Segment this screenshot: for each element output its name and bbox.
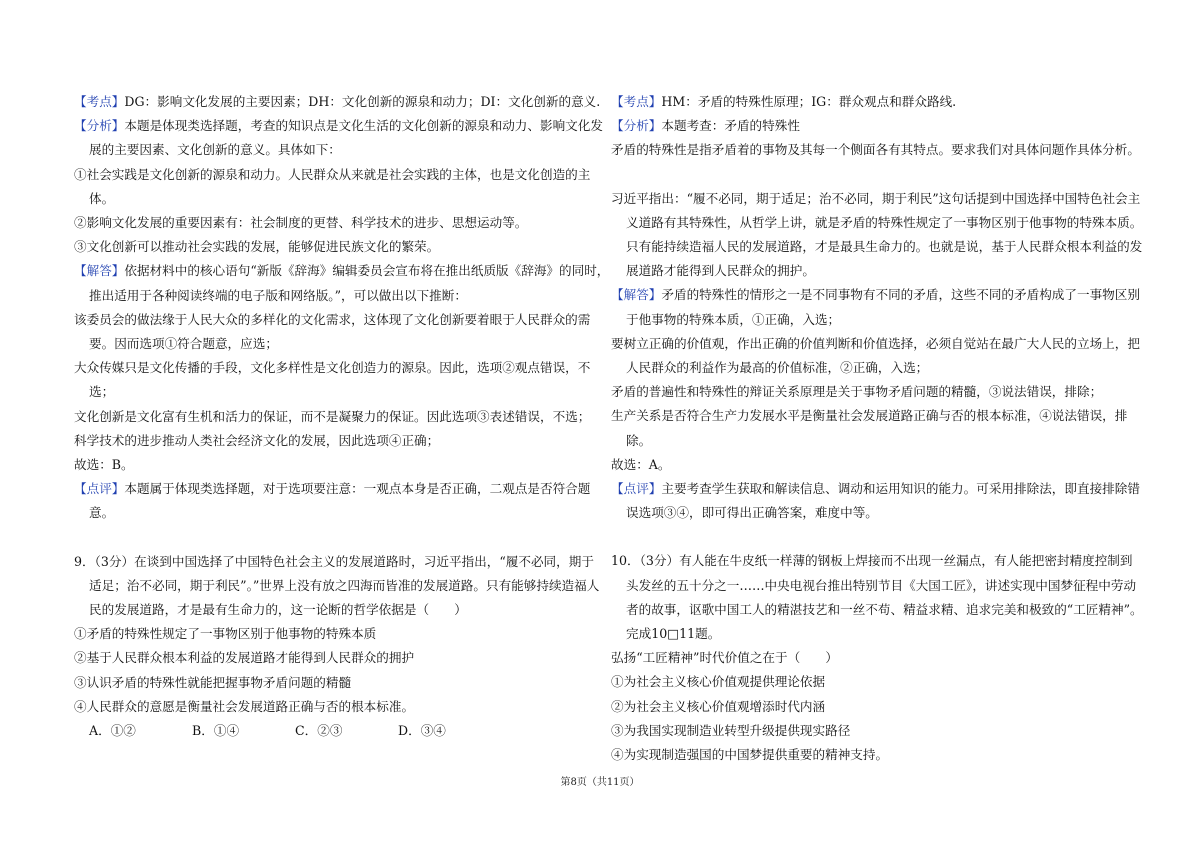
left-column <box>74 90 610 743</box>
jieda-line <box>74 259 610 283</box>
option-a: A．①② <box>89 723 136 739</box>
question-10-prompt: 弘扬“工匠精神”时代价值之在于（ ） <box>611 650 838 666</box>
text-line: ③文化创新可以推动社会实践的发展，能够促进民族文化的繁荣。 <box>74 239 440 255</box>
text-line: 该委员会的做法缘于人民大众的多样化的文化需求，这体现了文化创新要着眼于人民群众的需 <box>74 311 591 327</box>
text-line: 义道路有其特殊性，从哲学上讲，就是矛盾的特殊性规定了一事物区别于他事物的特殊本质。 <box>626 214 1143 230</box>
text-line: 矛盾的特殊性是指矛盾着的事物及其每一个侧面各有其特点。要求我们对具体问题作具体分析。 <box>611 142 1140 158</box>
text-line: 大众传媒只是文化传播的手段，文化多样性是文化创造力的源泉。因此，选项②观点错误，不 <box>74 360 591 376</box>
text-line: 只有能持续造福人民的发展道路，才是最具生命力的。也就是说，基于人民群众根本利益的发 <box>626 239 1143 255</box>
jieda-text: 矛盾的特殊性的情形之一是不同事物有不同的矛盾，这些不同的矛盾构成了一事物区别 <box>661 287 1140 303</box>
fenxi-line <box>74 114 603 138</box>
question-9-item: ①矛盾的特殊性规定了一事物区别于他事物的特殊本质 <box>74 626 377 642</box>
question-10-item: ②为社会主义核心价值观增添时代内涵 <box>611 698 826 714</box>
question-9-item: ④人民群众的意愿是衡量社会发展道路正确与否的根本标准。 <box>74 698 415 714</box>
text-line: 生产关系是否符合生产力发展水平是衡量社会发展道路正确与否的根本标准，④说法错误，排 <box>611 408 1128 424</box>
kaodian-tag: 【考点】 <box>611 94 662 109</box>
kaodian-tag: 【考点】 <box>74 94 125 109</box>
text-line: 习近平指出：“履不必同，期于适足；治不必同，期于利民”这句话提到中国选择中国特色社会主 <box>611 190 1141 206</box>
question-10-stem: 头发丝的五十分之一……中央电视台推出特别节目《大国工匠》，讲述实现中国梦征程中劳动 <box>626 577 1137 593</box>
spacer <box>611 163 1131 187</box>
question-10-item: ③为我国实现制造业转型升级提供现实路径 <box>611 722 851 738</box>
question-10-stem: 者的故事，讴歌中国工人的精湛技艺和一丝不苟、精益求精、追求完美和极致的“工匠精神”。 <box>626 601 1143 617</box>
fenxi-tag: 【分析】 <box>611 118 662 134</box>
right-column <box>611 90 1143 767</box>
question-10-stem: 完成10□11题。 <box>626 626 721 642</box>
dianping-tag: 【点评】 <box>611 481 662 497</box>
kaodian-line <box>74 90 601 114</box>
fenxi-text: 本题是体现类选择题，考查的知识点是文化生活的文化创新的源泉和动力、影响文化发 <box>124 118 603 134</box>
text-line: 选； <box>89 384 115 400</box>
answer-line: 故选：A。 <box>611 456 671 472</box>
text-line: 矛盾的普遍性和特殊性的辩证关系原理是关于事物矛盾问题的精髓，③说法错误，排除； <box>611 384 1103 400</box>
dianping-text: 本题属于体现类选择题，对于选项要注意：一观点本身是否正确，二观点是否符合题 <box>124 481 591 497</box>
jieda-line <box>611 283 1140 307</box>
spacer <box>611 525 1131 549</box>
question-9-item: ②基于人民群众根本利益的发展道路才能得到人民群众的拥护 <box>74 650 415 666</box>
kaodian-text: DG：影响文化发展的主要因素；DH：文化创新的源泉和动力；DI：文化创新的意义. <box>124 94 601 109</box>
text-line: 体。 <box>89 190 115 206</box>
text-line: 展道路才能得到人民群众的拥护。 <box>626 263 815 279</box>
text-line: 文化创新是文化富有生机和活力的保证，而不是凝聚力的保证。因此选项③表述错误，不选； <box>74 408 591 424</box>
option-d: D．③④ <box>398 723 446 739</box>
question-9-stem: 适足；治不必同，期于利民”。”世界上没有放之四海而皆准的发展道路。只有能够持续造福人 <box>89 577 600 593</box>
dianping-tag: 【点评】 <box>74 481 125 497</box>
question-10-item: ④为实现制造强国的中国梦提供重要的精神支持。 <box>611 747 889 763</box>
dianping-line <box>74 477 594 501</box>
question-9-options <box>74 719 594 743</box>
fenxi-text: 本题考查：矛盾的特殊性 <box>661 118 800 134</box>
text-line: 意。 <box>89 505 115 521</box>
spacer <box>74 526 594 550</box>
question-9-item: ③认识矛盾的特殊性就能把握事物矛盾问题的精髓 <box>74 674 352 690</box>
text-line: 于他事物的特殊本质，①正确，入选； <box>626 311 841 327</box>
question-9-stem: 民的发展道路，才是最有生命力的，这一论断的哲学依据是（ ） <box>89 602 467 618</box>
text-line: 展的主要因素、文化创新的意义。具体如下： <box>89 142 341 158</box>
kaodian-text: HM：矛盾的特殊性原理；IG：群众观点和群众路线. <box>661 94 957 109</box>
text-line: 要树立正确的价值观，作出正确的价值判断和价值选择，必须自觉站在最广大人民的立场上，把 <box>611 335 1140 351</box>
text-line: 推出适用于各种阅读终端的电子版和网络版。”，可以做出以下推断： <box>89 287 467 303</box>
text-line: ①社会实践是文化创新的源泉和动力。人民群众从来就是社会实践的主体，也是文化创造的主 <box>74 166 591 182</box>
kaodian-line <box>611 90 1131 114</box>
fenxi-tag: 【分析】 <box>74 118 125 134</box>
question-10-stem: 10．（3分）有人能在牛皮纸一样薄的钢板上焊接而不出现一丝漏点，有人能把密封精度控制到 <box>611 553 1133 569</box>
option-b: B．①④ <box>192 723 240 739</box>
jieda-text: 依据材料中的核心语句“新版《辞海》编辑委员会宣布将在推出纸质版《辞海》的同时， <box>124 263 610 279</box>
text-line: 要。因而选项①符合题意，应选； <box>89 336 278 352</box>
text-line: 除。 <box>626 432 652 448</box>
jieda-tag: 【解答】 <box>611 287 662 303</box>
text-line: 误选项③④，即可得出正确答案，难度中等。 <box>626 505 878 521</box>
answer-line: 故选：B。 <box>74 457 134 473</box>
question-9-stem: 9．（3分）在谈到中国选择了中国特色社会主义的发展道路时，习近平指出，“履不必同，期于 <box>74 553 594 569</box>
option-c: C．②③ <box>295 723 343 739</box>
question-10-item: ①为社会主义核心价值观提供理论依据 <box>611 674 826 690</box>
text-line: 科学技术的进步推动人类社会经济文化的发展，因此选项④正确； <box>74 432 440 448</box>
text-line: ②影响文化发展的重要因素有：社会制度的更替、科学技术的进步、思想运动等。 <box>74 215 528 231</box>
text-line: 人民群众的利益作为最高的价值标准，②正确，入选； <box>626 360 929 376</box>
page-footer: 第8页（共11页） <box>560 777 640 788</box>
fenxi-line <box>611 114 1131 138</box>
jieda-tag: 【解答】 <box>74 263 125 279</box>
dianping-line <box>611 477 1140 501</box>
dianping-text: 主要考查学生获取和解读信息、调动和运用知识的能力。可采用排除法，即直接排除错 <box>661 481 1140 497</box>
